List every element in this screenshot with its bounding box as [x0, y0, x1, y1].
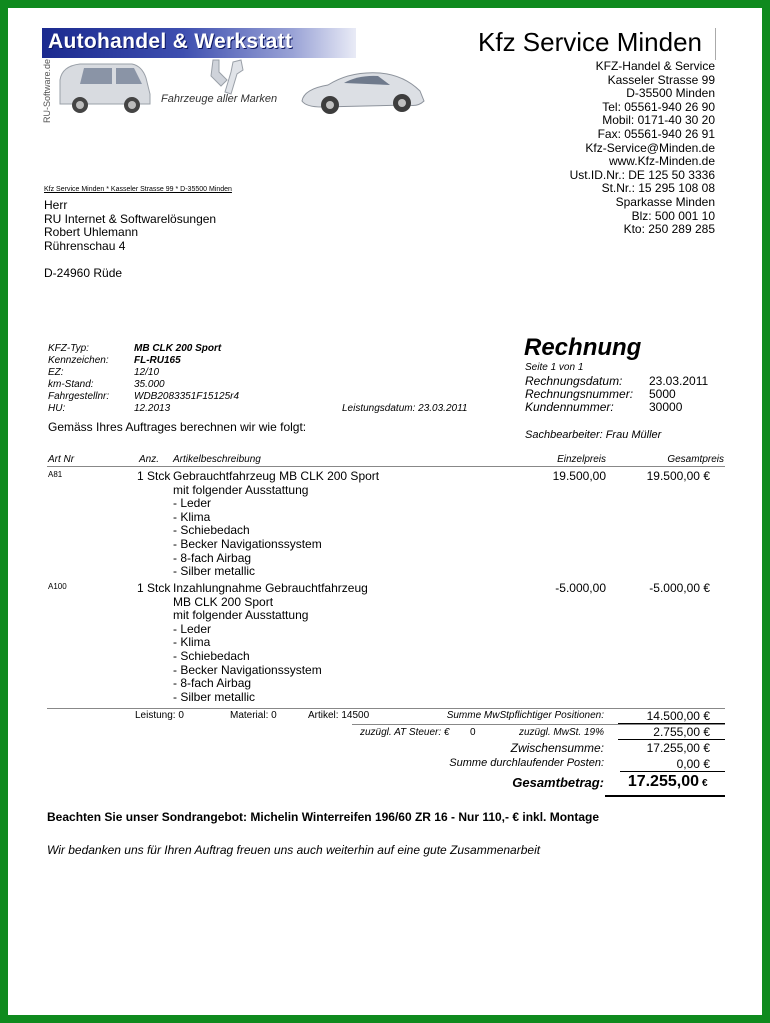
- row-desc-line: - Becker Navigationssystem: [173, 662, 322, 677]
- row-desc-line: - Silber metallic: [173, 689, 256, 704]
- company-line: www.Kfz-Minden.de: [608, 154, 715, 169]
- durchlauf-underline: [620, 771, 725, 772]
- row-unit-price: -5.000,00: [555, 581, 606, 595]
- sum-label: Summe MwStpflichtiger Positionen:: [446, 710, 604, 721]
- row-desc-line: - Schiebedach: [173, 523, 250, 538]
- row-desc-line: - Silber metallic: [173, 564, 256, 579]
- company-line: Tel: 05561-940 26 90: [602, 99, 715, 114]
- company-line: Kasseler Strasse 99: [607, 72, 715, 87]
- company-line: Kto: 250 289 285: [623, 222, 715, 237]
- row-art-nr: A81: [48, 470, 63, 479]
- intro-text: Gemäss Ihres Auftrages berechnen wir wie folgt:: [48, 420, 307, 434]
- summary-artikel: Artikel: 14500: [308, 710, 370, 721]
- row-desc-line: Inzahlungnahme Gebrauchtfahrzeug: [173, 581, 368, 595]
- col-header-total: Gesamtpreis: [667, 454, 724, 465]
- recipient-line: Robert Uhlemann: [44, 225, 139, 240]
- car-image: [298, 63, 428, 118]
- recipient-address: [44, 199, 216, 253]
- recipient-city: D-24960 Rüde: [44, 266, 123, 280]
- row-qty: 1 Stck: [137, 469, 171, 483]
- col-header-desc: Artikelbeschreibung: [173, 454, 261, 465]
- recipient-line: Rührenschau 4: [44, 238, 126, 253]
- invoice-field-value: 23.03.2011: [649, 374, 709, 388]
- mwst-underline: [618, 739, 725, 740]
- vehicle-value: 35.000: [134, 378, 165, 390]
- vehicle-value: 12/10: [134, 366, 160, 378]
- vehicle-value: MB CLK 200 Sport: [134, 343, 222, 354]
- at-tax-value: 0: [470, 727, 476, 738]
- company-line: D-35500 Minden: [626, 86, 715, 101]
- row-desc-line: mit folgender Ausstattung: [173, 608, 309, 623]
- company-line: Ust.ID.Nr.: DE 125 50 3336: [569, 167, 715, 182]
- gesamt-value: 17.255,00: [627, 773, 699, 790]
- row-qty: 1 Stck: [137, 581, 171, 595]
- vehicle-value: 12.2013: [134, 402, 171, 414]
- company-line: Kfz-Service@Minden.de: [585, 140, 715, 155]
- row-desc-line: MB CLK 200 Sport: [173, 594, 274, 609]
- vehicle-label: Kennzeichen:: [48, 354, 109, 366]
- company-line: Mobil: 0171-40 30 20: [602, 113, 715, 128]
- row-desc-line: - Leder: [173, 621, 212, 636]
- row-unit-price: 19.500,00: [552, 469, 606, 483]
- vehicle-value: FL-RU165: [134, 354, 181, 366]
- company-info: [570, 60, 715, 237]
- row-desc-line: - 8-fach Airbag: [173, 676, 252, 691]
- brand-divider: [715, 28, 716, 60]
- special-offer: Beachten Sie unser Sondrangebot: Michelin Winterreifen 196/60 ZR 16 - Nur 110,- € inkl. Montage: [47, 810, 600, 824]
- gesamt-currency: €: [702, 778, 708, 789]
- sender-line: Kfz Service Minden * Kasseler Strasse 99 * D-35500 Minden: [44, 186, 232, 193]
- col-header-art: Art Nr: [48, 454, 75, 465]
- brand-name: Kfz Service Minden: [478, 27, 702, 57]
- invoice-title: Rechnung: [524, 334, 642, 361]
- vehicle-label: KFZ-Typ:: [48, 343, 89, 354]
- row-desc-line: - Klima: [173, 635, 211, 650]
- col-header-qty: Anz.: [139, 454, 160, 465]
- sum-value: 14.500,00 €: [646, 709, 710, 723]
- banner-title: Autohandel & Werkstatt: [48, 30, 293, 53]
- gesamt-underline: [605, 795, 725, 797]
- company-line: Sparkasse Minden: [615, 194, 715, 209]
- mwst-label: zuzügl. MwSt. 19%: [518, 727, 604, 738]
- recipient-line: Herr: [44, 198, 68, 212]
- invoice-field-value: 5000: [649, 387, 676, 401]
- invoice-field-value: 30000: [649, 400, 683, 414]
- van-image: [54, 58, 154, 120]
- vehicle-label: EZ:: [48, 366, 64, 378]
- service-date: Leistungsdatum: 23.03.2011: [342, 403, 468, 414]
- company-line: KFZ-Handel & Service: [595, 59, 715, 73]
- vehicle-label: Fahrgestellnr:: [48, 390, 110, 402]
- invoice-field-label: Rechnungsdatum:: [525, 374, 623, 388]
- header-divider: [47, 466, 725, 467]
- at-tax-label: zuzügl. AT Steuer: €: [360, 727, 450, 738]
- row-art-nr: A100: [48, 582, 67, 591]
- durchlauf-label: Summe durchlaufender Posten:: [449, 757, 604, 769]
- banner-slogan: Fahrzeuge aller Marken: [161, 93, 278, 105]
- invoice-field-label: Kundennummer:: [525, 400, 614, 414]
- invoice-page: [8, 8, 762, 1015]
- row-desc-line: - Schiebedach: [173, 649, 250, 663]
- row-desc-line: - Becker Navigationssystem: [173, 537, 322, 551]
- row-total-price: -5.000,00 €: [649, 581, 710, 595]
- zwischen-label: Zwischensumme:: [510, 741, 604, 755]
- summary-leistung: Leistung: 0: [135, 710, 184, 721]
- summary-material: Material: 0: [230, 710, 277, 721]
- vehicle-label: km-Stand:: [48, 378, 94, 390]
- durchlauf-value: 0,00 €: [676, 757, 710, 771]
- row-desc-line: Gebrauchtfahrzeug MB CLK 200 Sport: [173, 469, 380, 483]
- company-line: Fax: 05561-940 26 91: [597, 126, 715, 141]
- vehicle-value: WDB2083351F15125r4: [134, 390, 240, 402]
- wrench-icon: [203, 58, 253, 98]
- invoice-page: Seite 1 von 1: [525, 362, 584, 373]
- vehicle-label: HU:: [48, 402, 66, 414]
- company-line: St.Nr.: 15 295 108 08: [601, 181, 715, 196]
- mwst-value: 2.755,00 €: [653, 725, 710, 739]
- zwischen-value: 17.255,00 €: [646, 741, 710, 755]
- summary-divider: [47, 708, 725, 709]
- col-header-unit: Einzelpreis: [557, 454, 606, 465]
- clerk: Sachbearbeiter: Frau Müller: [525, 429, 662, 441]
- company-line: Blz: 500 001 10: [631, 208, 715, 223]
- row-desc-line: - Leder: [173, 496, 212, 511]
- row-total-price: 19.500,00 €: [646, 469, 710, 483]
- gesamt-label: Gesamtbetrag:: [512, 775, 604, 790]
- invoice-field-label: Rechnungsnummer:: [525, 387, 634, 401]
- row-desc-line: - Klima: [173, 509, 211, 524]
- row-desc-line: - 8-fach Airbag: [173, 550, 252, 565]
- recipient-line: RU Internet & Softwarelösungen: [44, 211, 217, 226]
- vertical-label: RU-Software.de: [42, 58, 52, 123]
- thanks-note: Wir bedanken uns für Ihren Auftrag freuen uns auch weiterhin auf eine gute Zusammenarbeit: [47, 843, 541, 857]
- row-desc-line: mit folgender Ausstattung: [173, 482, 309, 497]
